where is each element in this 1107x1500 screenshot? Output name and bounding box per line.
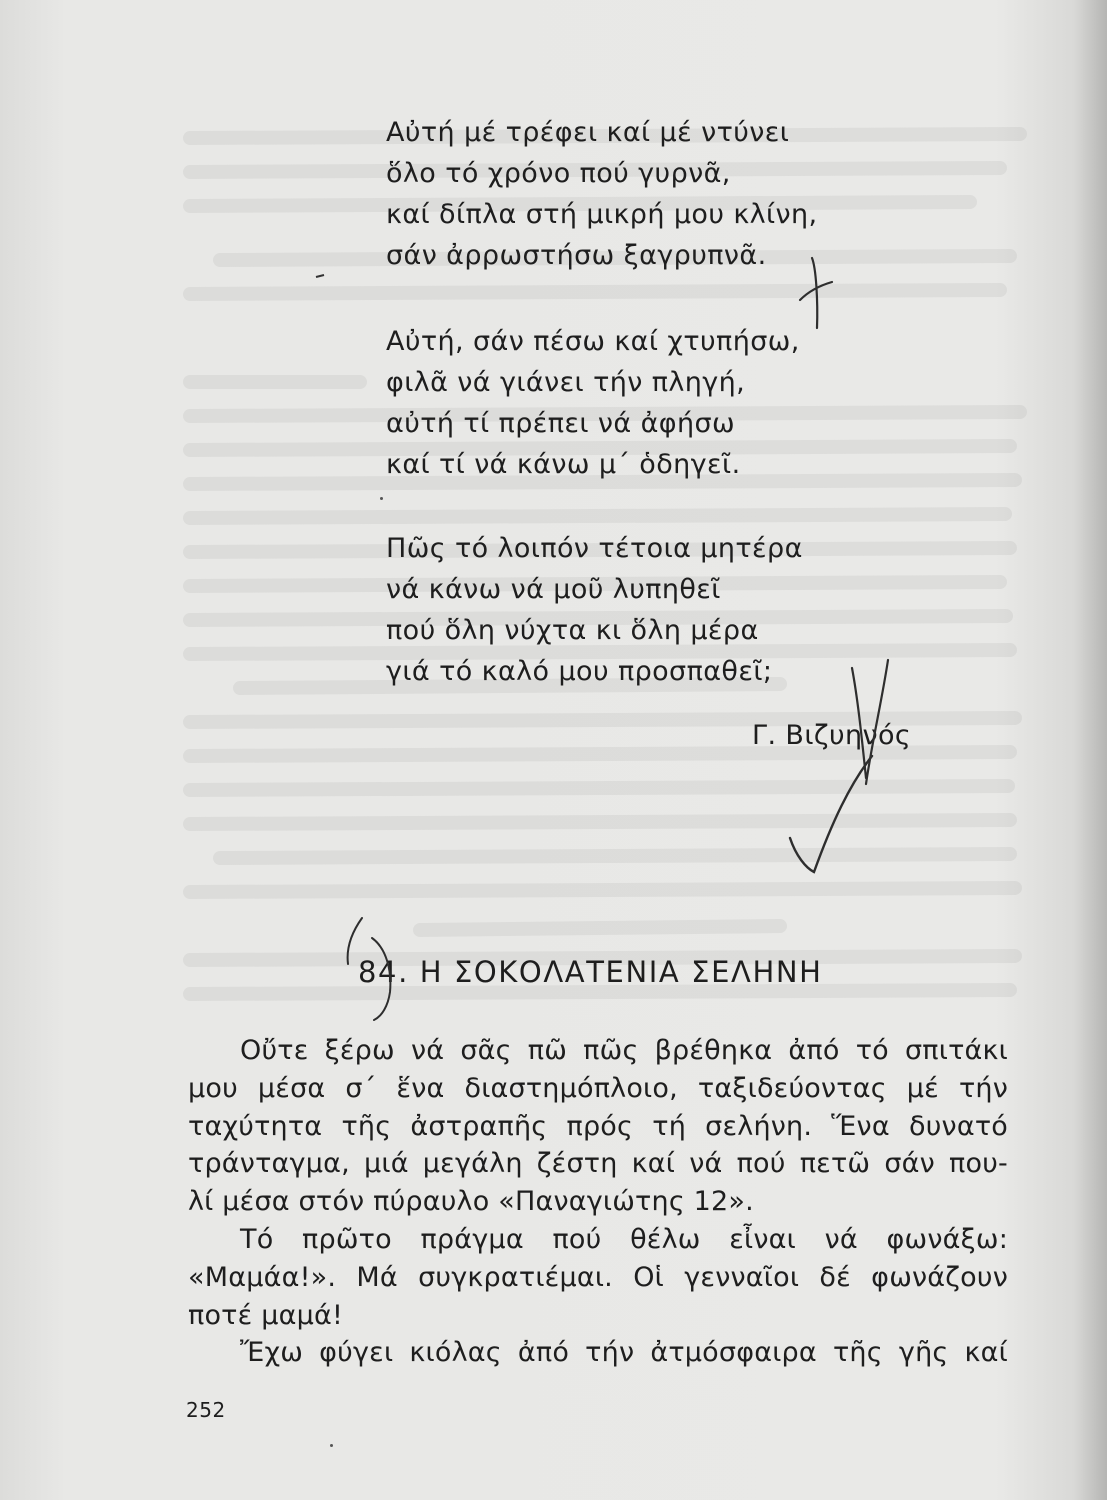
- poem-line: σάν ἀρρωστήσω ξαγρυπνᾶ.: [386, 240, 767, 271]
- prose-line: μου μέσα σ΄ ἕνα διαστημόπλοιο, ταξιδεύοντας μέ τήν: [188, 1072, 1008, 1104]
- poem-line: καί δίπλα στή μικρή μου κλίνη,: [386, 199, 818, 230]
- poem-line: πού ὅλη νύχτα κι ὅλη μέρα: [386, 615, 759, 646]
- chapter-body: [188, 1032, 1008, 1372]
- poem-stanza-2: [386, 321, 800, 485]
- poem-stanza-3: [386, 528, 803, 692]
- prose-line: τράνταγμα, μιά μεγάλη ζέστη καί νά πού πετῶ σάν που-: [188, 1148, 1008, 1180]
- prose-line: Οὔτε ξέρω νά σᾶς πῶ πῶς βρέθηκα ἀπό τό σπιτάκι: [240, 1035, 1008, 1066]
- prose-line: Ἔχω φύγει κιόλας ἀπό τήν ἀτμόσφαιρα τῆς γῆς καί: [240, 1337, 1008, 1369]
- poem-line: Πῶς τό λοιπόν τέτοια μητέρα: [386, 533, 803, 564]
- poem-line: αὐτή τί πρέπει νά ἀφήσω: [386, 408, 736, 439]
- paper-speck: [380, 497, 383, 500]
- prose-line: «Μαμάα!». Μά συγκρατιέμαι. Οἱ γενναῖοι δέ φωνάζουν: [188, 1261, 1008, 1293]
- poem-line: φιλᾶ νά γιάνει τήν πληγή,: [386, 367, 746, 398]
- prose-line: λί μέσα στόν πύραυλο «Παναγιώτης 12».: [188, 1186, 754, 1218]
- prose-line: ποτέ μαμά!: [188, 1299, 343, 1331]
- poem-line: γιά τό καλό μου προσπαθεῖ;: [386, 656, 773, 687]
- poem-line: Αὐτή, σάν πέσω καί χτυπήσω,: [386, 326, 800, 357]
- poem-line: ὅλο τό χρόνο πού γυρνᾶ,: [386, 158, 731, 189]
- poem-line: Αὐτή μέ τρέφει καί μέ ντύνει: [386, 117, 790, 148]
- prose-line: ταχύτητα τῆς ἀστραπῆς πρός τή σελήνη. Ἕνα δυνατό: [188, 1110, 1008, 1142]
- paper-speck: [330, 1444, 333, 1447]
- poem-line: καί τί νά κάνω μ΄ ὁδηγεῖ.: [386, 449, 741, 480]
- prose-line: Τό πρῶτο πράγμα πού θέλω εἶναι νά φωνάξω:: [240, 1223, 1008, 1255]
- poem-line: νά κάνω νά μοῦ λυπηθεῖ: [386, 574, 721, 605]
- page-number: 252: [186, 1398, 226, 1422]
- poem-stanza-1: [386, 112, 818, 276]
- poem-author: Γ. Βιζυηνός: [752, 720, 912, 751]
- chapter-heading: 84. Η ΣΟΚΟΛΑΤΕΝΙΑ ΣΕΛΗΝΗ: [358, 955, 823, 989]
